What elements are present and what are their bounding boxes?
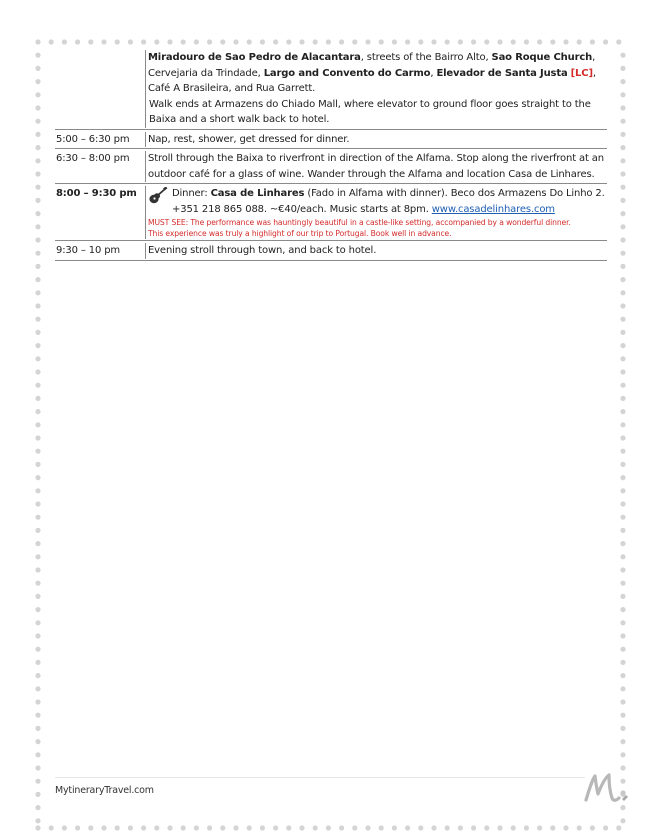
border-dot [35,607,40,612]
border-dot [35,581,40,586]
border-dot [35,343,40,348]
border-dot [603,825,608,830]
border-dot [35,224,40,229]
border-dot [75,39,80,44]
border-dot [620,449,625,454]
border-dot [620,211,625,216]
border-dot [620,475,625,480]
border-dot [620,105,625,110]
border-dot [35,739,40,744]
border-dot [620,581,625,586]
border-dot [620,422,625,427]
border-dot [35,660,40,665]
border-dot [313,39,318,44]
border-dot [35,237,40,242]
border-dot [35,185,40,190]
footer-divider [55,777,585,778]
sight-text: , Café A Brasileira, and Rua Garrett. [148,67,596,94]
border-dot [35,198,40,203]
border-dot [35,475,40,480]
table-row [55,149,607,184]
border-dot [620,713,625,718]
border-dot [620,356,625,361]
border-dot [418,39,423,44]
note-line: MUST SEE: The performance was hauntingly beautiful in a castle-like setting, accompanied by a wonderful dinner. [148,218,571,227]
description-cell [145,186,607,239]
border-dot [35,515,40,520]
border-dot [35,673,40,678]
border-dot [471,39,476,44]
border-dot [577,39,582,44]
border-dot [35,79,40,84]
border-dot [101,825,106,830]
border-dot [620,752,625,757]
border-dot [620,699,625,704]
border-dot [339,825,344,830]
border-dot [75,825,80,830]
border-dot [35,699,40,704]
description-cell: Nap, rest, shower, get dressed for dinner. [145,132,607,148]
border-dot [313,825,318,830]
border-dot [35,818,40,823]
border-dot [35,554,40,559]
border-dot [620,383,625,388]
border-dot [35,105,40,110]
description-cell: Evening stroll through town, and back to hotel. [145,243,607,259]
border-dot [620,369,625,374]
border-dot [445,825,450,830]
time-cell [55,50,145,128]
border-dot [620,501,625,506]
border-dot [35,171,40,176]
border-dot [35,825,40,830]
border-dot [220,825,225,830]
border-dot [620,92,625,97]
dinner-details: (Fado in Alfama with dinner). Beco dos Armazens Do Linho 2. +351 218 865 088. ~€40/each. Music starts at 8pm. [172,188,605,215]
border-dot [260,825,265,830]
border-dot [49,825,54,830]
border-dot [620,462,625,467]
border-dot [471,825,476,830]
border-dot [35,686,40,691]
border-dot [445,39,450,44]
border-dot [620,396,625,401]
border-dot [35,435,40,440]
border-dot [35,119,40,124]
border-dot [620,171,625,176]
border-dot [35,290,40,295]
border-dot [484,39,489,44]
border-dot [207,825,212,830]
table-row [55,48,607,130]
border-dot [35,39,40,44]
border-dot [35,330,40,335]
border-dot [392,825,397,830]
border-dot [233,39,238,44]
border-dot [524,825,529,830]
border-dot [35,620,40,625]
border-dot [590,825,595,830]
border-dot [167,39,172,44]
border-dot [115,825,120,830]
border-dot [620,594,625,599]
time-cell: 5:00 – 6:30 pm [56,133,130,145]
border-dot [101,39,106,44]
border-dot [620,686,625,691]
border-dot [286,39,291,44]
border-dot [497,39,502,44]
border-dot [620,633,625,638]
border-dot [35,251,40,256]
border-dot [35,541,40,546]
border-dot [497,825,502,830]
dinner-block [148,186,607,217]
border-dot [35,779,40,784]
guitar-icon [148,186,172,217]
border-dot [286,825,291,830]
sight-text: Sao Roque Church [491,52,593,63]
description-cell: Stroll through the Baixa to riverfront in direction of the Alfama. Stop along the riverfront at an outdoor café for a glass of wine. Wander through the Alfama and location Casa de Linhares. [145,151,607,182]
sight-text: , Cervejaria da Trindade, [148,52,596,79]
border-dot [35,303,40,308]
border-dot [620,237,625,242]
border-dot [577,825,582,830]
note-line: This experience was truly a highlight of our trip to Portugal. Book well in advance. [148,229,452,238]
border-dot [524,39,529,44]
border-dot [35,633,40,638]
border-dot [233,825,238,830]
time-cell: 8:00 – 9:30 pm [56,188,137,199]
border-dot [620,647,625,652]
border-dot [620,224,625,229]
border-dot [620,488,625,493]
border-dot [35,647,40,652]
border-dot [620,567,625,572]
border-dot [620,660,625,665]
border-dot [35,396,40,401]
border-dot [620,528,625,533]
border-dot [35,66,40,71]
border-dot [62,825,67,830]
sight-text: , [430,67,437,79]
border-dot [511,39,516,44]
border-dot [620,541,625,546]
border-dot [620,132,625,137]
border-dot [620,290,625,295]
border-dot [35,422,40,427]
border-dot [352,39,357,44]
itinerary-table [55,48,607,261]
border-dot [620,620,625,625]
border-dot [550,39,555,44]
border-dot [392,39,397,44]
border-dot [563,39,568,44]
border-dot [247,39,252,44]
border-dot [326,825,331,830]
border-dot [620,198,625,203]
border-dot [620,145,625,150]
description-cell [145,50,607,128]
border-dot [616,39,621,44]
border-dot [273,825,278,830]
border-dot [550,825,555,830]
lc-tag: [LC] [570,67,593,79]
border-dot [260,39,265,44]
venue-link[interactable]: www.casadelinhares.com [431,203,555,215]
border-dot [326,39,331,44]
border-dot [35,317,40,322]
table-row [55,241,607,261]
border-dot [352,825,357,830]
sights-list [148,50,607,97]
walk-end-text: Walk ends at Armazens do Chiado Mall, where elevator to ground floor goes straight to the Baixa and a short walk back to hotel. [149,98,591,125]
border-dot [620,53,625,58]
border-dot [35,488,40,493]
border-dot [620,818,625,823]
must-see-note [148,217,607,239]
footer-site-name: MytineraryTravel.com [55,785,154,796]
border-dot [537,39,542,44]
border-dot [35,211,40,216]
border-dot [35,792,40,797]
dinner-text [172,186,607,217]
border-dot [620,673,625,678]
border-dot [458,39,463,44]
border-dot [128,39,133,44]
border-dot [620,158,625,163]
sight-text: , streets of the Bairro Alto, [360,52,492,63]
border-dot [35,594,40,599]
border-dot [620,79,625,84]
border-dot [620,435,625,440]
border-dot [620,330,625,335]
border-dot [35,449,40,454]
sight-text: Miradouro de Sao Pedro de Alacantara [148,52,361,63]
border-dot [35,713,40,718]
border-dot [620,185,625,190]
table-row [55,184,607,241]
border-dot [273,39,278,44]
border-dot [35,462,40,467]
border-dot [563,825,568,830]
border-dot [128,825,133,830]
border-dot [207,39,212,44]
border-dot [35,752,40,757]
border-dot [620,739,625,744]
border-dot [616,825,621,830]
border-dot [154,39,159,44]
border-dot [35,726,40,731]
border-dot [431,39,436,44]
border-dot [365,39,370,44]
border-dot [167,825,172,830]
border-dot [181,825,186,830]
border-dot [379,825,384,830]
sight-text: Largo and Convento do Carmo [263,67,431,79]
border-dot [141,39,146,44]
border-dot [35,409,40,414]
table-row [55,130,607,150]
border-dot [418,825,423,830]
border-dot [35,92,40,97]
border-dot [115,39,120,44]
border-dot [35,132,40,137]
border-dot [620,607,625,612]
border-dot [339,39,344,44]
border-dot [405,39,410,44]
border-dot [620,343,625,348]
border-dot [620,277,625,282]
border-dot [35,501,40,506]
dinner-label: Dinner: [172,188,211,199]
border-dot [49,39,54,44]
venue-name: Casa de Linhares [210,188,305,199]
border-dot [431,825,436,830]
border-dot [35,383,40,388]
border-dot [247,825,252,830]
border-dot [620,554,625,559]
border-dot [35,765,40,770]
border-dot [35,277,40,282]
border-dot [35,145,40,150]
border-dot [379,39,384,44]
border-dot [35,356,40,361]
border-dot [590,39,595,44]
border-dot [620,303,625,308]
time-cell: 6:30 – 8:00 pm [56,153,130,164]
border-dot [620,726,625,731]
border-dot [603,39,608,44]
border-dot [620,264,625,269]
border-dot [88,39,93,44]
border-dot [511,825,516,830]
border-dot [35,528,40,533]
border-dot [35,264,40,269]
border-dot [620,317,625,322]
time-cell: 9:30 – 10 pm [56,245,121,256]
border-dot [458,825,463,830]
border-dot [620,515,625,520]
border-dot [141,825,146,830]
border-dot [299,825,304,830]
border-dot [62,39,67,44]
m-logo-icon [582,768,632,808]
border-dot [620,66,625,71]
border-dot [220,39,225,44]
border-dot [35,805,40,810]
border-dot [181,39,186,44]
border-dot [620,251,625,256]
border-dot [405,825,410,830]
border-dot [620,119,625,124]
sight-text: Elevador de Santa Justa [436,67,568,79]
border-dot [194,825,199,830]
border-dot [35,53,40,58]
border-dot [299,39,304,44]
border-dot [35,369,40,374]
border-dot [484,825,489,830]
border-dot [365,825,370,830]
border-dot [194,39,199,44]
border-dot [35,158,40,163]
border-dot [537,825,542,830]
border-dot [620,409,625,414]
border-dot [88,825,93,830]
border-dot [35,567,40,572]
border-dot [154,825,159,830]
